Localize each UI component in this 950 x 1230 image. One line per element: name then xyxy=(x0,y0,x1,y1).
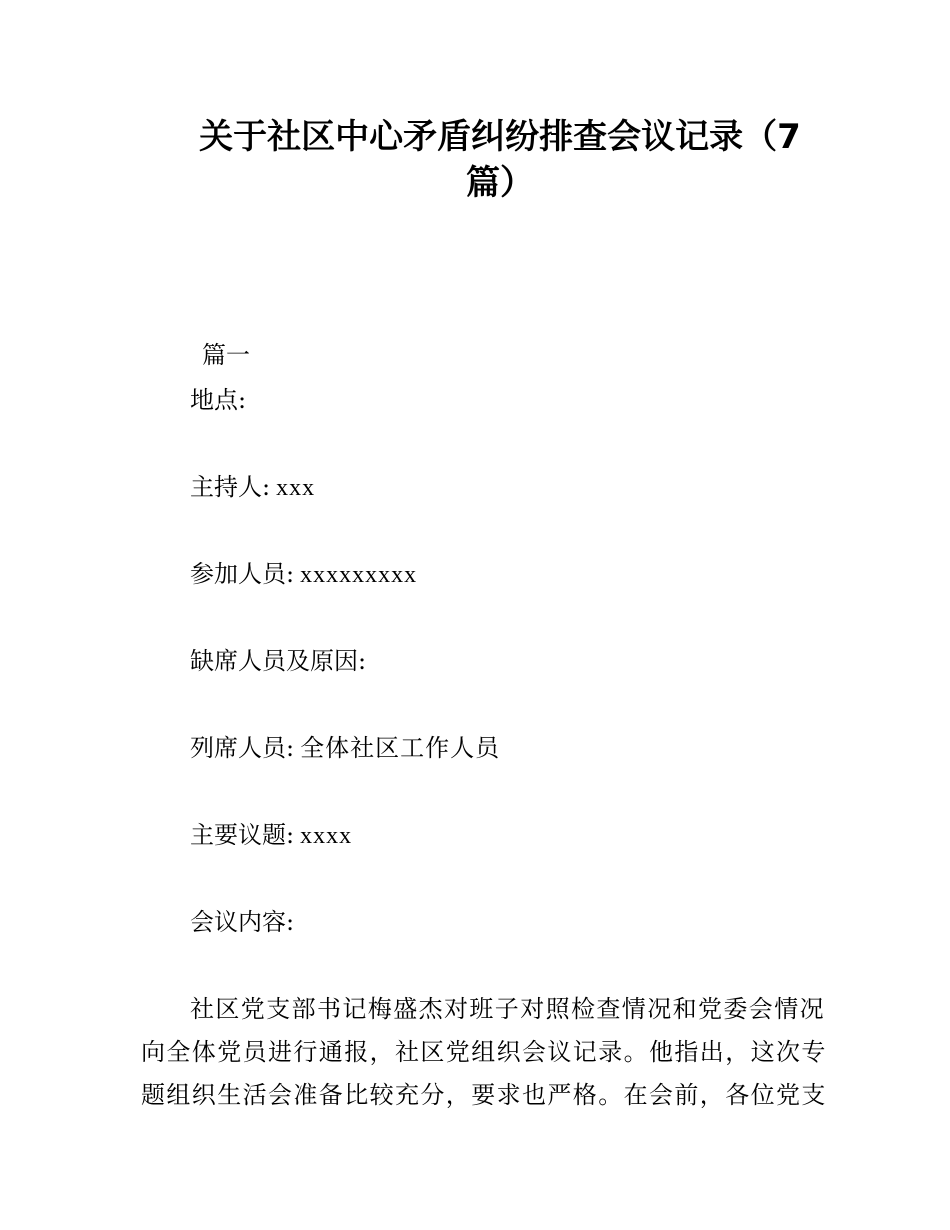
document-title xyxy=(190,114,810,206)
field-label: 缺席人员及原因: xyxy=(190,647,367,675)
meeting-content-paragraph xyxy=(141,988,827,1117)
field-label: 主持人: xyxy=(190,473,271,501)
field-location xyxy=(190,385,252,416)
field-content xyxy=(190,907,300,938)
field-absentees xyxy=(190,646,372,677)
document-title-line-2: 篇） xyxy=(466,163,534,203)
field-label: 会议内容: xyxy=(190,908,295,936)
paragraph-line: 题组织生活会准备比较充分，要求也严格。在会前，各位党支 xyxy=(141,1081,827,1109)
field-value: xxxxxxxxx xyxy=(300,562,418,588)
section-heading: 篇一 xyxy=(202,341,250,369)
field-participants xyxy=(190,559,417,590)
document-title-line-1: 关于社区中心矛盾纠纷排查会议记录（7 xyxy=(199,117,801,157)
field-label: 地点: xyxy=(190,386,247,414)
paragraph-line: 向全体党员进行通报，社区党组织会议记录。他指出，这次专 xyxy=(141,1038,827,1066)
field-host xyxy=(190,472,315,503)
field-label: 列席人员: xyxy=(190,734,295,762)
field-value: 全体社区工作人员 xyxy=(300,736,501,762)
field-agenda xyxy=(190,820,352,851)
field-attendees xyxy=(190,733,500,764)
paragraph-line: 社区党支部书记梅盛杰对班子对照检查情况和党委会情况 xyxy=(190,995,825,1023)
field-label: 主要议题: xyxy=(190,821,295,849)
field-value: xxxx xyxy=(300,823,353,849)
field-value: xxx xyxy=(276,475,316,501)
field-label: 参加人员: xyxy=(190,560,295,588)
